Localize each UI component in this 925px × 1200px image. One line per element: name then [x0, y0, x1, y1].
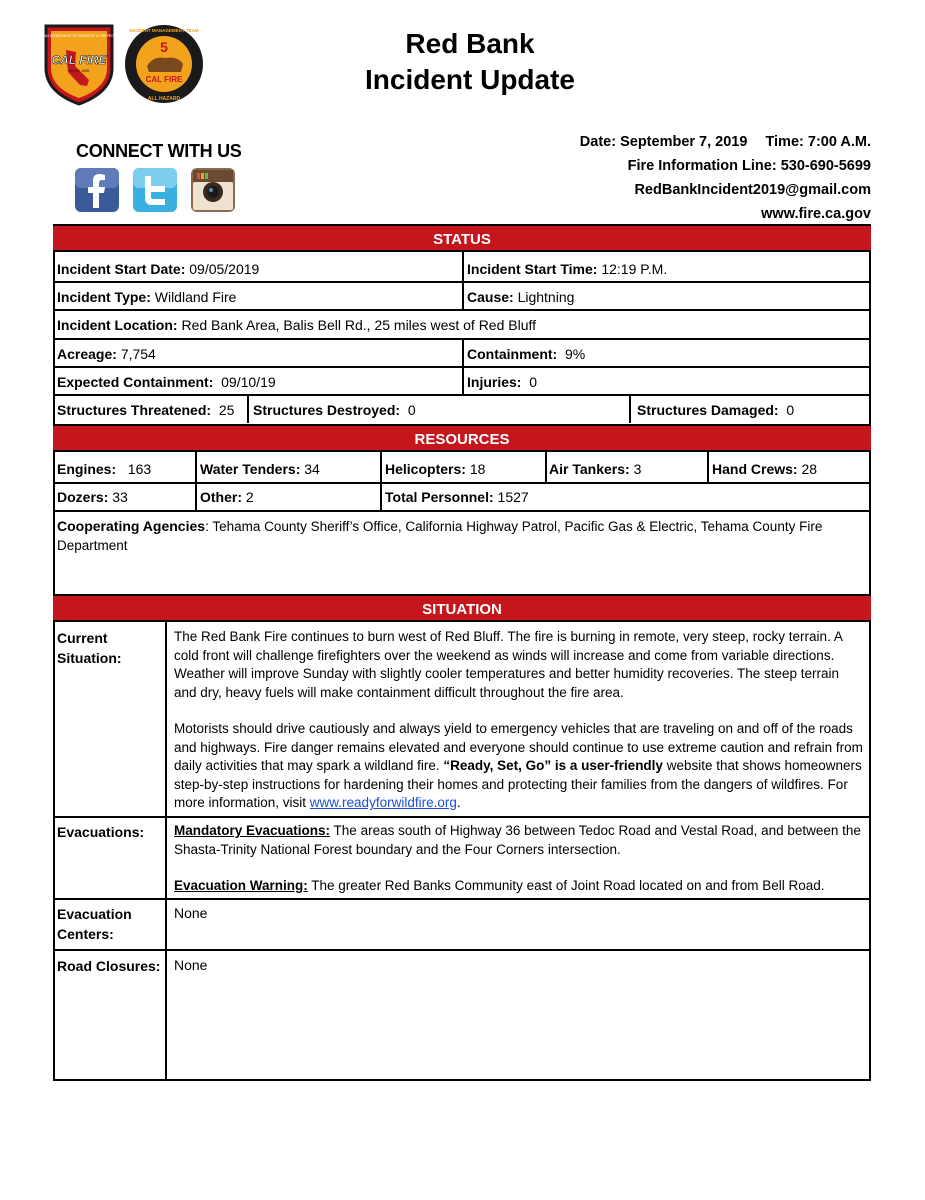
helicopters-value: 18 [469, 461, 486, 477]
current-situation-label [57, 628, 162, 668]
total-personnel-value: 1527 [497, 489, 529, 505]
structures-destroyed-label: Structures Destroyed: [253, 402, 401, 418]
containment-cell [467, 345, 585, 363]
location-value: Red Bank Area, Balis Bell Rd., 25 miles west of Red Bluff [181, 317, 537, 333]
divider [53, 898, 871, 900]
title-line-2: Incident Update [364, 64, 575, 95]
evacuation-warning-label: Evacuation Warning: [174, 878, 308, 893]
evacuation-centers-label-2: Centers: [57, 926, 114, 942]
date-time-line [580, 130, 871, 154]
engines-label: Engines: [57, 461, 117, 477]
divider [462, 338, 464, 394]
structures-threatened-cell [57, 401, 234, 419]
calfire-logo [30, 22, 128, 106]
twitter-icon[interactable] [133, 168, 177, 212]
acreage-label: Acreage: [57, 346, 117, 362]
engines-cell [57, 460, 151, 478]
expected-containment-cell [57, 373, 276, 391]
total-personnel-label: Total Personnel: [385, 489, 494, 505]
road-closures-value: None [174, 957, 208, 973]
other-cell [200, 488, 254, 506]
cooperating-agencies-value: : Tehama County Sheriff’s Office, California Highway Patrol, Pacific Gas & Electric, Tehama County Fire [205, 519, 823, 534]
divider [247, 394, 249, 423]
air-tankers-cell [549, 460, 641, 478]
dozers-label: Dozers: [57, 489, 109, 505]
hand-crews-label: Hand Crews: [712, 461, 798, 477]
current-situation-label-1: Current [57, 630, 108, 646]
engines-value: 163 [127, 461, 152, 477]
structures-damaged-cell [637, 401, 794, 419]
time-text: Time: 7:00 A.M. [765, 134, 871, 150]
expected-containment-label: Expected Containment: [57, 374, 214, 390]
structures-damaged-value: 0 [786, 402, 795, 418]
divider [195, 452, 197, 510]
injuries-cell [467, 373, 537, 391]
cause-cell [467, 288, 574, 306]
other-value: 2 [245, 489, 254, 505]
dozers-cell [57, 488, 128, 506]
start-date-value: 09/05/2019 [189, 261, 260, 277]
expected-containment-value: 09/10/19 [221, 374, 276, 390]
instagram-icon[interactable] [191, 168, 235, 212]
evacuation-warning-value: The greater Red Banks Community east of Joint Road located on and from Bell Road. [307, 878, 825, 893]
structures-destroyed-cell [253, 401, 416, 419]
svg-text:CALIFORNIA DEPARTMENT OF FORES: CALIFORNIA DEPARTMENT OF FORESTRY & FIRE PROTECTION [30, 34, 128, 38]
start-time-value: 12:19 P.M. [601, 261, 668, 277]
mandatory-evacuations-value: The areas south of Highway 36 between Tedoc Road and Vestal Road, and between the Shasta-Trinity National Forest boundary and the Four Corners intersection. [174, 823, 861, 857]
water-tenders-label: Water Tenders: [200, 461, 301, 477]
air-tankers-value: 3 [633, 461, 642, 477]
water-tenders-cell [200, 460, 320, 478]
other-label: Other: [200, 489, 242, 505]
current-situation-label-2: Situation: [57, 650, 122, 666]
divider [53, 309, 871, 311]
divider [53, 394, 871, 396]
evacuation-centers-label [57, 904, 162, 944]
total-personnel-cell [385, 488, 529, 506]
paragraph-2-text: Motorists should drive cautiously and always yield to emergency vehicles that are traveling on and off of the roads and highways. Fire danger remains elevated and everyone should continue to use extreme caution and refrain from daily activities that may spark a wildland fire. [174, 721, 863, 773]
divider [53, 482, 871, 484]
ready-set-go-text: “Ready, Set, Go” is a user-friendly [443, 758, 663, 773]
location-label: Incident Location: [57, 317, 178, 333]
current-situation-paragraph-1: The Red Bank Fire continues to burn west of Red Bluff. The fire is burning in remote, very steep, rocky terrain. A cold front will challenge firefighters over the weekend as winds will increase and come from variable directions. Weather will improve Sunday with slightly cooler temperatures and better humidity recoveries. The steep terrain and dry, heavy fuels will make containment difficult throughout the fire area. [174, 629, 843, 700]
title-line-1: Red Bank [405, 28, 535, 59]
evacuation-warning [174, 877, 864, 896]
location-cell [57, 316, 536, 334]
cooperating-agencies-value-line2: Department [57, 538, 128, 553]
svg-text:5: 5 [160, 39, 168, 55]
evacuation-centers-value: None [174, 905, 208, 921]
start-time-cell [467, 260, 667, 278]
divider [53, 816, 871, 818]
structures-destroyed-value: 0 [407, 402, 416, 418]
resources-heading: RESOURCES [53, 424, 871, 452]
helicopters-cell [385, 460, 485, 478]
acreage-value: 7,754 [120, 346, 156, 362]
evacuations-label: Evacuations: [57, 824, 145, 840]
current-situation-paragraph-2 [174, 720, 864, 813]
evacuations-text [174, 822, 864, 896]
svg-text:SINCE 1885: SINCE 1885 [68, 69, 90, 73]
document-title [300, 26, 640, 98]
road-closures-label: Road Closures: [57, 958, 161, 974]
imt-logo [123, 22, 205, 106]
mandatory-evacuations-label: Mandatory Evacuations: [174, 823, 331, 838]
containment-value: 9% [565, 346, 586, 362]
cooperating-agencies-label: Cooperating Agencies [57, 518, 206, 534]
info-line: Fire Information Line: 530-690-5699 [627, 158, 871, 174]
mandatory-evacuations [174, 822, 864, 859]
air-tankers-label: Air Tankers: [549, 461, 630, 477]
hand-crews-cell [712, 460, 817, 478]
incident-type-value: Wildland Fire [154, 289, 237, 305]
incident-type-label: Incident Type: [57, 289, 151, 305]
acreage-cell [57, 345, 156, 363]
website-link[interactable]: www.fire.ca.gov [761, 206, 871, 222]
cause-value: Lightning [517, 289, 575, 305]
start-time-label: Incident Start Time: [467, 261, 598, 277]
svg-text:INCIDENT MANAGEMENT TEAM: INCIDENT MANAGEMENT TEAM [129, 28, 199, 33]
divider [545, 452, 547, 482]
divider [380, 452, 382, 510]
divider [165, 622, 167, 1081]
cooperating-agencies-cell [57, 517, 865, 555]
incident-type-cell [57, 288, 236, 306]
structures-threatened-value: 25 [218, 402, 235, 418]
dozers-value: 33 [112, 489, 128, 505]
current-situation-text [174, 628, 864, 813]
structures-threatened-label: Structures Threatened: [57, 402, 212, 418]
paragraph-2-text-cont: website that shows homeowners step-by-step instructions for hardening their homes and protecting their families from the dangers of wildfires. For more information, visit [174, 758, 862, 810]
facebook-icon[interactable] [75, 168, 119, 212]
containment-label: Containment: [467, 346, 558, 362]
divider [629, 394, 631, 423]
divider [462, 252, 464, 309]
email-link[interactable]: RedBankIncident2019@gmail.com [634, 182, 871, 198]
structures-damaged-label: Structures Damaged: [637, 402, 779, 418]
divider [53, 949, 871, 951]
hand-crews-value: 28 [801, 461, 818, 477]
divider [707, 452, 709, 482]
svg-text:ALL HAZARD: ALL HAZARD [147, 96, 181, 102]
helicopters-label: Helicopters: [385, 461, 466, 477]
injuries-value: 0 [529, 374, 538, 390]
situation-heading: SITUATION [53, 594, 871, 622]
water-tenders-value: 34 [304, 461, 320, 477]
status-heading: STATUS [53, 224, 871, 252]
header-info [580, 130, 871, 226]
evacuation-centers-label-1: Evacuation [57, 906, 132, 922]
connect-heading: CONNECT WITH US [76, 141, 242, 161]
injuries-label: Injuries: [467, 374, 522, 390]
svg-text:CAL FIRE: CAL FIRE [51, 53, 107, 67]
start-date-label: Incident Start Date: [57, 261, 186, 277]
cause-label: Cause: [467, 289, 514, 305]
divider [53, 510, 871, 512]
date-text: Date: September 7, 2019 [579, 134, 748, 150]
start-date-cell [57, 260, 259, 278]
paragraph-2-end: . [456, 795, 461, 810]
readyforwildfire-link[interactable]: www.readyforwildfire.org [309, 795, 457, 810]
svg-text:CAL FIRE: CAL FIRE [145, 75, 183, 84]
